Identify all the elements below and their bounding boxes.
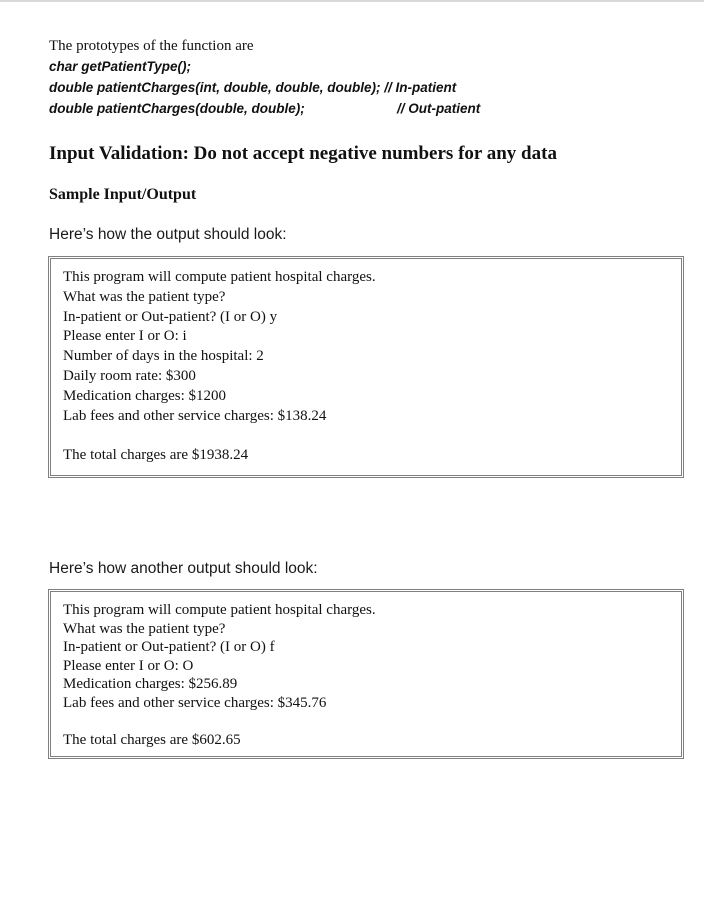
prototype-get-patient-type: char getPatientType(); xyxy=(49,59,192,74)
output-line: Medication charges: $1200 xyxy=(63,387,227,404)
sample-output-2-text xyxy=(63,601,376,749)
output-line: Lab fees and other service charges: $345.76 xyxy=(63,694,327,711)
sample-output-1-text xyxy=(63,268,376,466)
sample-io-heading: Sample Input/Output xyxy=(49,186,197,203)
output-line: This program will compute patient hospital charges. xyxy=(63,269,376,285)
output-line: Number of days in the hospital: 2 xyxy=(63,348,264,365)
sample-output-box-1 xyxy=(48,256,684,478)
output-line: Lab fees and other service charges: $138.24 xyxy=(63,407,327,424)
output-line: In-patient or Out-patient? (I or O) y xyxy=(63,308,278,325)
output-line: What was the patient type? xyxy=(63,288,226,305)
output-line: Please enter I or O: i xyxy=(63,328,187,345)
output-line: This program will compute patient hospital charges. xyxy=(63,602,376,618)
intro-text: The prototypes of the function are xyxy=(49,38,254,54)
output-line: Daily room rate: $300 xyxy=(63,367,196,384)
output-line: Medication charges: $256.89 xyxy=(63,676,238,693)
input-validation-heading: Input Validation: Do not accept negative numbers for any data xyxy=(49,143,557,164)
output1-lead-text: Here’s how the output should look: xyxy=(49,226,287,243)
prototype-outpatient-comment: // Out-patient xyxy=(397,101,481,116)
output-line: Please enter I or O: O xyxy=(63,657,194,674)
output-total-line: The total charges are $602.65 xyxy=(63,731,241,748)
prototype-outpatient-charges: double patientCharges(double, double); xyxy=(49,101,305,116)
prototype-inpatient-charges: double patientCharges(int, double, double, double); // In-patient xyxy=(49,80,457,95)
sample-output-box-2 xyxy=(48,589,684,759)
top-divider xyxy=(0,0,704,2)
output-total-line: The total charges are $1938.24 xyxy=(63,447,249,464)
output-line: In-patient or Out-patient? (I or O) f xyxy=(63,639,275,656)
output2-lead-text: Here’s how another output should look: xyxy=(49,560,318,577)
output-line: What was the patient type? xyxy=(63,620,226,637)
